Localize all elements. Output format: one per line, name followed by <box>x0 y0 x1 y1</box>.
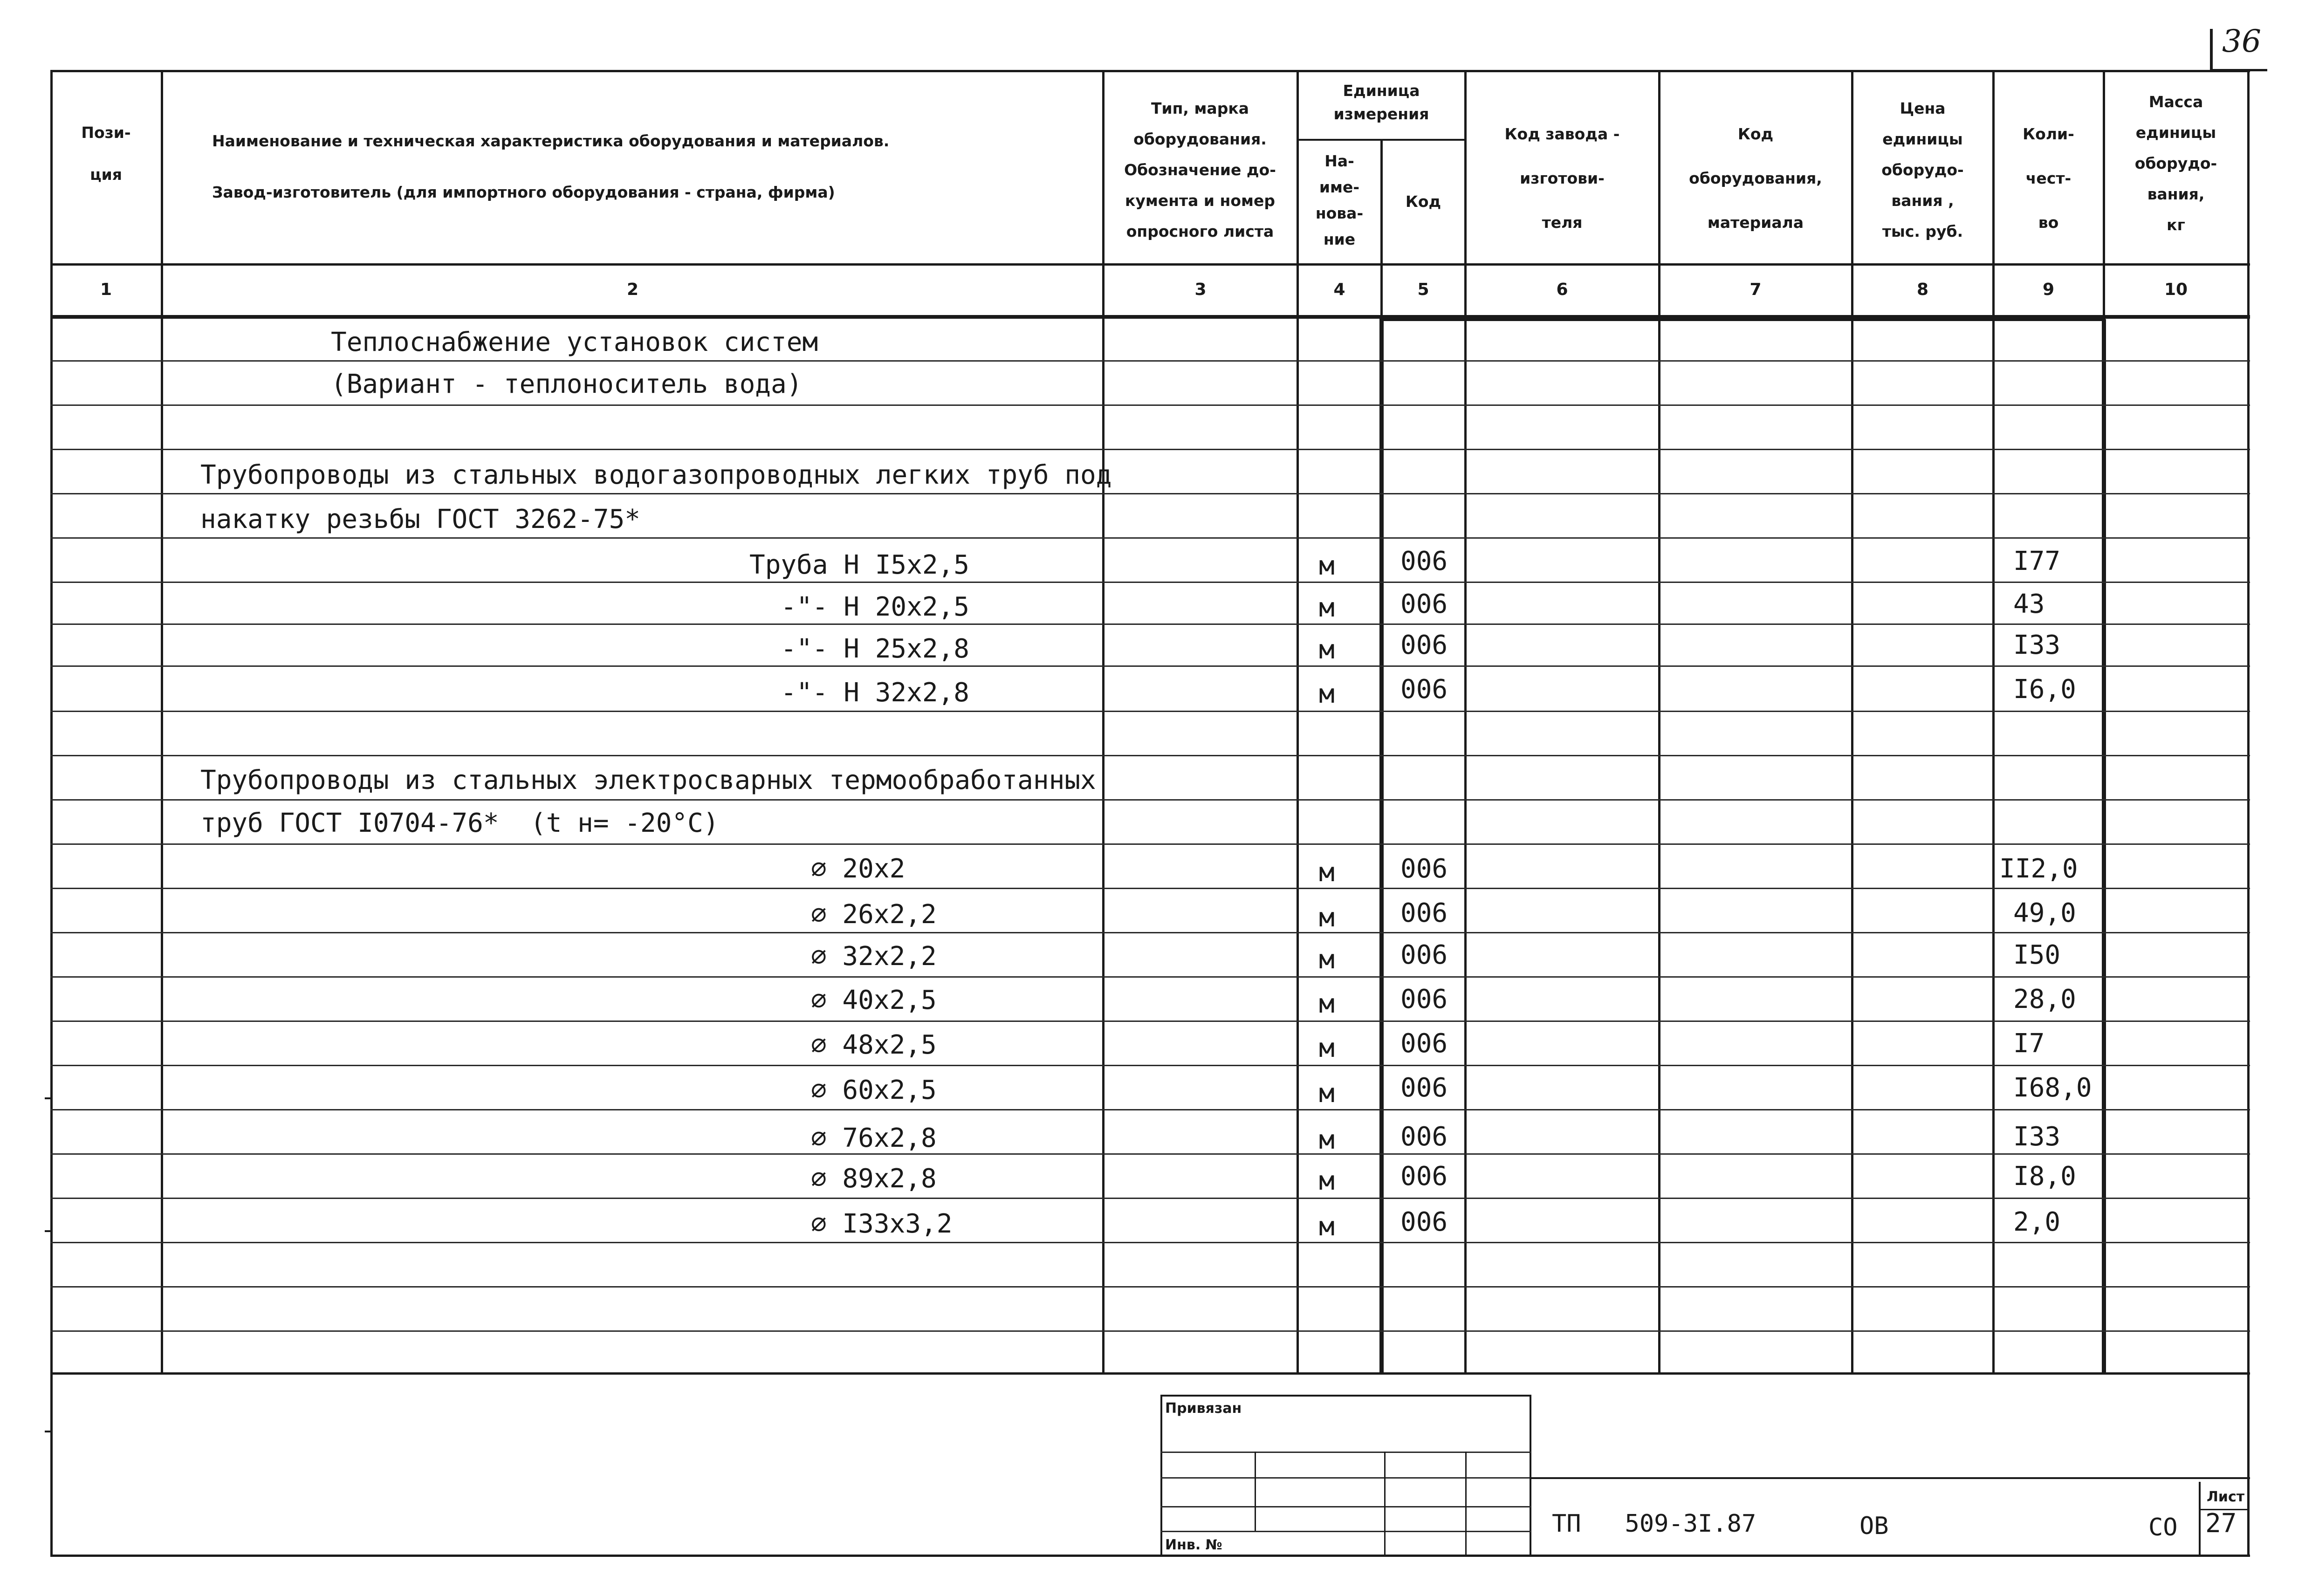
table-row-qty: II2,0 <box>1999 854 2078 884</box>
table-row-code: 006 <box>1400 1028 1448 1059</box>
colnum-7: 7 <box>1749 280 1762 299</box>
table-row: ∅ 76х2,8 <box>811 1123 937 1153</box>
colnum-4: 4 <box>1333 280 1345 299</box>
colnum-9: 9 <box>2042 280 2055 299</box>
table-row-qty: 28,0 <box>2013 984 2076 1014</box>
table-row-code: 006 <box>1400 854 1448 884</box>
header-unit-group: Единица измерения <box>1333 82 1429 123</box>
colnum-10: 10 <box>2164 280 2188 299</box>
table-row-qty: I68,0 <box>2013 1073 2092 1103</box>
table-row-qty: 2,0 <box>2013 1207 2061 1237</box>
doc-code: ТП 509-3I.87 <box>1552 1510 1756 1538</box>
table-row-code: 006 <box>1400 898 1448 928</box>
table-row-code: 006 <box>1400 674 1448 705</box>
table-row-code: 006 <box>1400 630 1448 660</box>
row-section-1-line-1: Трубопроводы из стальных водогазопроводных легких труб под <box>200 460 1112 490</box>
table-row-unit: м <box>1319 1212 1335 1242</box>
table-row-unit: м <box>1319 593 1335 623</box>
header-factory-code: Код завода - изготови- теля <box>1504 125 1620 232</box>
table-row: ∅ 89х2,8 <box>811 1164 937 1194</box>
colnum-6: 6 <box>1556 280 1568 299</box>
row-title-1: Теплоснабжение установок систем <box>331 327 818 357</box>
table-row-unit: м <box>1319 679 1335 709</box>
row-section-1-line-2: накатку резьбы ГОСТ 3262-75* <box>200 504 641 534</box>
doc-suffix: СО <box>2148 1514 2178 1541</box>
table-row-code: 006 <box>1400 1073 1448 1103</box>
table-row: -"- Н 32х2,8 <box>781 678 969 708</box>
sheet-label: Лист <box>2207 1489 2245 1505</box>
table-top-border <box>50 70 2250 72</box>
table-row-unit: м <box>1319 551 1335 581</box>
row-section-2-line-2: труб ГОСТ I0704-76* (t н= -20°С) <box>200 808 719 838</box>
colnum-5: 5 <box>1417 280 1429 299</box>
table-row-qty: I50 <box>2013 940 2061 970</box>
row-title-2: (Вариант - теплоноситель вода) <box>331 369 803 399</box>
colnum-1: 1 <box>100 280 112 299</box>
table-row: ∅ 26х2,2 <box>811 899 937 930</box>
sheet-number: 27 <box>2205 1508 2237 1539</box>
table-row: ∅ 40х2,5 <box>811 985 937 1015</box>
table-row-unit: м <box>1319 1166 1335 1196</box>
table-row: -"- Н 25х2,8 <box>781 634 969 664</box>
header-equipment-code: Код оборудования, материала <box>1689 125 1822 232</box>
table-row-unit: м <box>1319 1033 1335 1063</box>
table-row-code: 006 <box>1400 1122 1448 1152</box>
table-row-qty: I6,0 <box>2013 674 2076 705</box>
table-right-border <box>2247 70 2250 1555</box>
header-position: Пози- ция <box>81 123 131 184</box>
sheet-corner-number: 36 <box>2222 23 2261 59</box>
table-row-qty: I33 <box>2013 1122 2061 1152</box>
table-row-qty: I8,0 <box>2013 1161 2076 1192</box>
table-row-unit: м <box>1319 1078 1335 1109</box>
table-row-unit: м <box>1319 903 1335 933</box>
doc-type: ОВ <box>1859 1512 1889 1540</box>
body-bottom-line <box>50 1372 2250 1375</box>
table-bottom-border <box>50 1555 2250 1557</box>
table-row-code: 006 <box>1400 589 1448 619</box>
stamp-attached-label: Привязан <box>1165 1400 1242 1417</box>
header-name: Наименование и техническая характеристика оборудования и материалов. Завод-изготовитель (для импортного оборудования - страна, фирма) <box>212 132 890 201</box>
stamp-inventory-label: Инв. № <box>1165 1537 1222 1553</box>
table-row: ∅ 48х2,5 <box>811 1030 937 1060</box>
table-row-qty: 43 <box>2013 589 2045 619</box>
table-row-qty: I77 <box>2013 546 2061 576</box>
colnum-2: 2 <box>626 280 639 299</box>
table-row-qty: I33 <box>2013 630 2061 660</box>
header-quantity: Коли- чест- во <box>2023 125 2074 232</box>
table-row-unit: м <box>1319 857 1335 888</box>
table-row-code: 006 <box>1400 1207 1448 1237</box>
header-mass: Масса единицы оборудо- вания, кг <box>2134 93 2217 234</box>
colnum-3: 3 <box>1194 280 1207 299</box>
table-row: -"- Н 20х2,5 <box>781 592 969 622</box>
header-unit-code: Код <box>1405 192 1441 211</box>
table-row-code: 006 <box>1400 940 1448 970</box>
table-row-unit: м <box>1319 635 1335 665</box>
row-section-2-line-1: Трубопроводы из стальных электросварных термообработанных <box>200 765 1096 795</box>
table-row-qty: I7 <box>2013 1028 2045 1059</box>
header-unit-name: На- име- нова- ние <box>1315 152 1364 248</box>
table-row: ∅ I33х3,2 <box>811 1209 953 1239</box>
table-row: Труба Н I5х2,5 <box>749 550 969 580</box>
table-row-code: 006 <box>1400 1161 1448 1192</box>
table-row-unit: м <box>1319 989 1335 1019</box>
table-row-unit: м <box>1319 1125 1335 1155</box>
table-row-unit: м <box>1319 945 1335 975</box>
header-price: Цена единицы оборудо- вания , тыс. руб. <box>1881 99 1964 240</box>
colnum-8: 8 <box>1916 280 1929 299</box>
header-type: Тип, марка оборудования. Обозначение до- кумента и номер опросного листа <box>1124 99 1276 240</box>
header-bottom-line <box>50 263 2250 266</box>
table-row: ∅ 60х2,5 <box>811 1075 937 1105</box>
table-row-code: 006 <box>1400 546 1448 576</box>
table-row-qty: 49,0 <box>2013 898 2076 928</box>
table-row: ∅ 20х2 <box>811 854 906 884</box>
table-row: ∅ 32х2,2 <box>811 941 937 972</box>
table-row-code: 006 <box>1400 984 1448 1014</box>
